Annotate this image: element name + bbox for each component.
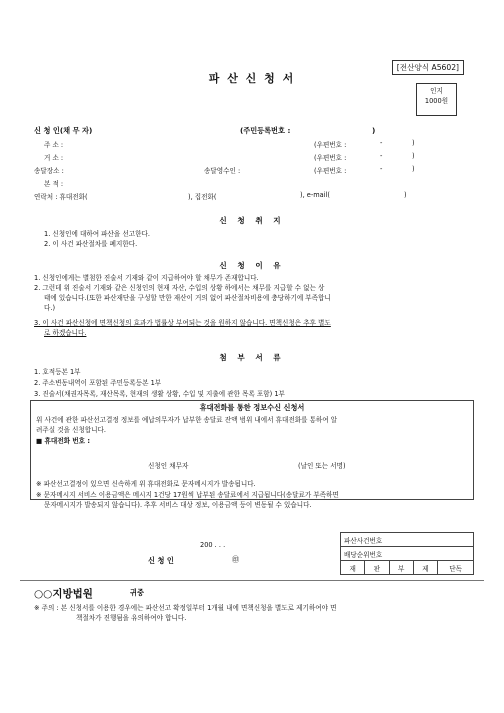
- zip-dash-2: -: [380, 152, 383, 160]
- home-phone-label: ), 집전화(: [188, 193, 217, 201]
- case-table-cell-4: 제: [413, 561, 437, 575]
- revenue-stamp-box: [416, 83, 457, 116]
- case-number-table: [340, 532, 474, 575]
- zip-close-1: ): [412, 139, 415, 147]
- stamp-amount: 1000원: [424, 96, 449, 105]
- address-label: 주 소 :: [44, 141, 64, 149]
- purpose-item-1: 1. 신청인에 대하여 파산을 선고한다.: [44, 230, 150, 238]
- application-date: 200 . . .: [200, 541, 226, 549]
- reason-item-1: 1. 신청인에게는 별첨한 진술서 기재와 같이 지급하여야 할 채무가 존재합니다.: [34, 274, 259, 282]
- case-number-cell: 파산사건번호: [341, 533, 474, 547]
- resident-number-label: (주민등록번호 :: [240, 126, 291, 135]
- zip-close-3: ): [412, 165, 415, 173]
- domicile-label: 본 적 :: [44, 180, 64, 188]
- attachment-item-3: 3. 진술서(채권자목록, 재산목록, 현재의 생활 상황, 수입 및 지출에 관한 목록 포함) 1부: [34, 390, 285, 398]
- attachments-title: 첨 부 서 류: [219, 353, 285, 362]
- form-code: [전산양식 A5602]: [392, 60, 464, 75]
- mobile-sign-mark: (날인 또는 서명): [298, 462, 346, 470]
- reason-title: 신 청 이 유: [219, 261, 285, 270]
- case-table-cell-1: 재: [341, 561, 365, 575]
- purpose-item-2: 2. 이 사건 파산절차를 폐지한다.: [44, 240, 138, 248]
- residence-label: 거 소 :: [44, 154, 64, 162]
- case-table-cell-3: 부: [389, 561, 413, 575]
- mobile-notice-line-2: 려주실 것을 신청합니다.: [36, 426, 106, 434]
- page-title: 파 산 신 청 서: [208, 72, 296, 85]
- mobile-sign-applicant: 신청인 채무자: [148, 462, 189, 470]
- service-recipient-label: 송달영수인 :: [204, 167, 241, 175]
- zip-label-2: (우편번호 :: [314, 154, 347, 162]
- footer-note-line-1: ※ 주의 : 본 신청서를 이용한 경우에는 파산선고 확정일부터 1개월 내에 면책신청을 별도로 제기하여야 면: [34, 604, 337, 612]
- reason-item-3-line-1: 3. 이 사건 파산신청에 면책신청의 효과가 법률상 부여되는 것을 원하지 않습니다. 면책신청은 추후 별도: [34, 319, 331, 327]
- contact-close: ): [404, 191, 407, 199]
- applicant-sign-label: 신 청 인: [148, 556, 174, 565]
- court-name: ○○지방법원: [34, 588, 93, 600]
- reason-item-2-line-2: 태에 있습니다.(또한 파산재단을 구성할 만한 재산이 거의 없어 파산절차비용에 충당하기에 부족합니: [44, 294, 331, 302]
- attachment-item-2: 2. 주소변동내역이 포함된 주민등록등본 1부: [34, 379, 162, 387]
- service-address-label: 송달장소 :: [34, 167, 64, 175]
- seal-mark: ㊞: [232, 555, 240, 564]
- mobile-notice-title: 휴대전화를 통한 정보수신 신청서: [199, 403, 305, 412]
- mobile-phone-label: ■ 휴대전화 번호 :: [36, 437, 90, 445]
- footer-note-line-2: 책절차가 진행됨을 유의하여야 합니다.: [76, 614, 187, 622]
- attachment-item-1: 1. 호적등본 1부: [34, 368, 81, 376]
- case-table-cell-5: 단독: [438, 561, 474, 575]
- zip-dash-3: -: [380, 165, 383, 173]
- debtor-label: 신 청 인(채 무 자): [34, 126, 93, 135]
- court-suffix: 귀중: [130, 588, 144, 597]
- reason-item-3-line-2: 로 하겠습니다.: [44, 329, 87, 337]
- footer-divider: [20, 580, 484, 581]
- reason-item-2-line-3: 다.): [44, 304, 56, 312]
- mobile-note-2-line-1: ※ 문자메시지 서비스 이용금액은 메시지 1건당 17원씩 납부된 송달료에서 지급됩니다(송달료가 부족하면: [36, 491, 339, 499]
- purpose-title: 신 청 취 지: [219, 216, 285, 225]
- zip-dash-1: -: [380, 139, 383, 147]
- stamp-label: 인지: [430, 87, 443, 95]
- resident-number-close: ): [372, 126, 376, 135]
- zip-label-3: (우편번호 :: [314, 167, 347, 175]
- contact-label: 연락처 : 휴대전화(: [34, 193, 88, 201]
- mobile-notice-line-1: 위 사건에 관한 파산선고결정 정보를 예납의무자가 납부한 송달료 잔액 범위 내에서 휴대전화를 통하여 알: [36, 416, 338, 424]
- zip-label-1: (우편번호 :: [314, 141, 347, 149]
- email-label: ), e-mail(: [300, 191, 330, 199]
- case-table-cell-2: 판: [365, 561, 389, 575]
- mobile-note-1: ※ 파산선고결정이 있으면 신속하게 위 휴대전화로 문자메시지가 발송됩니다.: [36, 480, 256, 488]
- distribution-number-cell: 배당순위번호: [341, 547, 474, 561]
- reason-item-2-line-1: 2. 그런데 위 진술서 기재와 같은 신청인의 현재 자산, 수입의 상황 하에서는 채무를 지급할 수 없는 상: [34, 284, 325, 292]
- mobile-note-2-line-2: 문자메시지가 발송되지 않습니다). 추후 서비스 대상 정보, 이용금액 등이 변동될 수 있습니다.: [44, 501, 312, 509]
- zip-close-2: ): [412, 152, 415, 160]
